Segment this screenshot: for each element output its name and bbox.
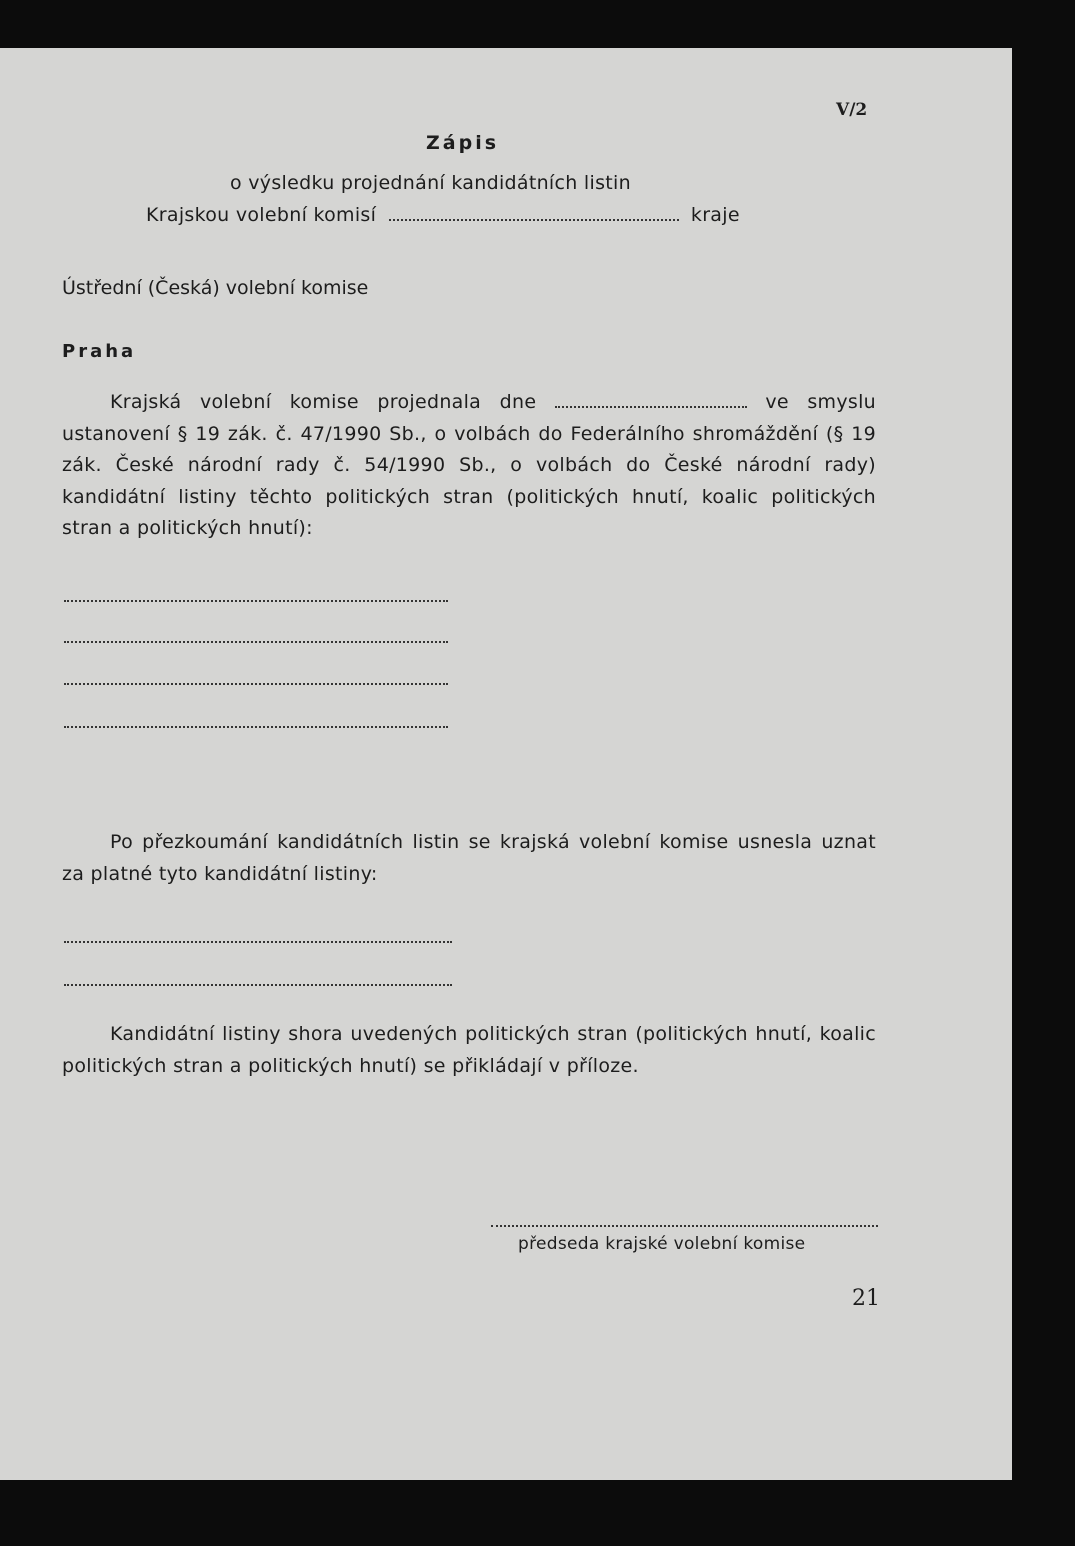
signature-label: předseda krajské volební komise <box>518 1234 806 1254</box>
region-blank <box>389 209 679 221</box>
deliberation-suffix: ve smyslu <box>765 391 877 413</box>
document-page <box>0 48 1012 1480</box>
attachment-text: Kandidátní listiny shora uvedených politických stran (politických hnutí, koalic politických stran a politických hnutí) se přikládají v příloze. <box>62 1023 876 1077</box>
recipient: Ústřední (Česká) volební komise <box>62 277 369 299</box>
committee-suffix: kraje <box>690 204 740 226</box>
deliberation-prefix: Krajská volební komise projednala dne <box>110 391 537 413</box>
paragraph-approval <box>62 827 876 890</box>
signature-line <box>491 1225 878 1227</box>
date-blank <box>555 396 747 408</box>
party-blank-line <box>64 600 448 602</box>
party-blank-line <box>64 683 448 685</box>
page-code: V/2 <box>836 100 868 120</box>
committee-line <box>146 204 740 226</box>
city: Praha <box>62 341 137 362</box>
paragraph-deliberation-first-line <box>62 387 876 419</box>
paragraph-deliberation <box>62 387 876 545</box>
page-number: 21 <box>852 1286 880 1311</box>
approved-blank-line <box>64 941 452 943</box>
approval-text: Po přezkoumání kandidátních listin se krajská volební komise usnesla uznat za platné tyto kandidátní listiny: <box>62 831 876 885</box>
page-title: Zápis <box>426 132 500 154</box>
party-blank-line <box>64 726 448 728</box>
paragraph-attachment <box>62 1019 876 1082</box>
party-blank-line <box>64 641 448 643</box>
subtitle: o výsledku projednání kandidátních listin <box>230 172 631 194</box>
committee-prefix: Krajskou volební komisí <box>146 204 377 226</box>
deliberation-text: ustanovení § 19 zák. č. 47/1990 Sb., o volbách do Federálního shromáždění (§ 19 zák. České národní rady č. 54/1990 Sb., o volbách do České národní rady) kandidátní listiny těchto politických stran (politických hnutí, koalic politických stran a politických hnutí): <box>62 422 876 539</box>
approved-blank-line <box>64 984 452 986</box>
